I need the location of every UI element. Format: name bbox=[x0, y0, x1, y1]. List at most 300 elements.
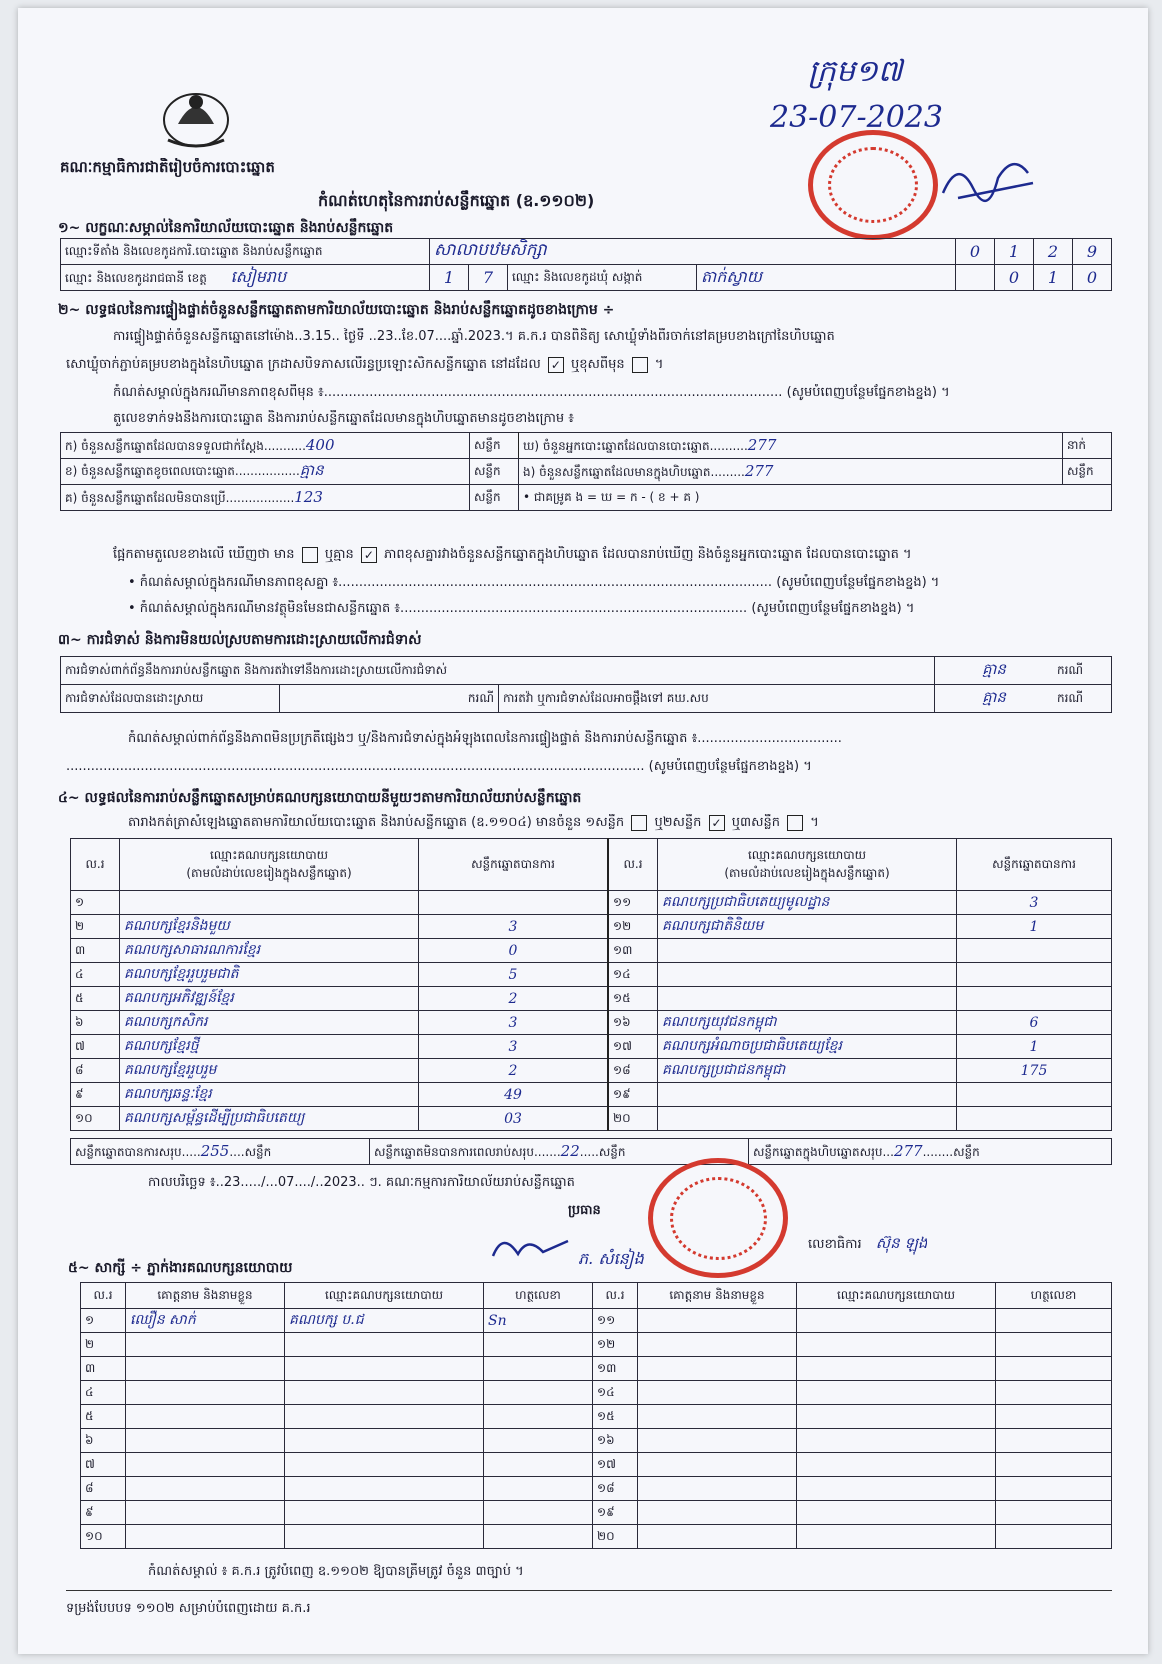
total-invalid-unit: សន្លឹក bbox=[598, 1144, 626, 1159]
witness-name bbox=[126, 1501, 285, 1525]
table-row bbox=[81, 1429, 1112, 1453]
result-party: គណបក្សជាតិនិយម bbox=[658, 915, 957, 939]
objection-value-1: គ្មាន bbox=[935, 657, 1054, 685]
col-party-left-title: ឈ្មោះគណបក្សនយោបាយ bbox=[209, 847, 329, 862]
w-col-party-left: ឈ្មោះគណបក្សនយោបាយ bbox=[285, 1283, 484, 1309]
result-no: ១៥ bbox=[608, 987, 658, 1011]
secretary-name: ស៊ុន ឡុង bbox=[875, 1234, 928, 1252]
commune-code-3: 0 bbox=[1073, 265, 1112, 291]
witness-sign bbox=[484, 1381, 593, 1405]
result-party bbox=[658, 987, 957, 1011]
objection-label-2: ការជំទាស់ដែលបានដោះស្រាយ bbox=[61, 685, 280, 713]
result-no: ៩ bbox=[71, 1083, 120, 1107]
result-no: ៧ bbox=[71, 1035, 120, 1059]
count-d-label: ឃ) ចំនួនអ្នកបោះឆ្នោតដែលបានបោះឆ្នោត.......... bbox=[523, 438, 748, 453]
result-party: គណបក្សសាធារណការខ្មែរ bbox=[120, 939, 419, 963]
result-votes bbox=[957, 963, 1112, 987]
table-row bbox=[71, 1035, 1112, 1059]
witness-name bbox=[638, 1381, 797, 1405]
result-votes: 49 bbox=[419, 1083, 609, 1107]
total-invalid-value: 22 bbox=[560, 1141, 580, 1160]
form-sheet bbox=[18, 8, 1148, 1654]
footer-text: ទម្រង់បែបបទ ១១០២ សម្រាប់បំពេញដោយ គ.ក.រ bbox=[66, 1601, 311, 1616]
result-no: ៣ bbox=[71, 939, 120, 963]
objection-case-3: ករណី bbox=[1053, 685, 1112, 713]
result-votes bbox=[957, 1107, 1112, 1131]
witness-party bbox=[797, 1333, 996, 1357]
witness-no: ១៦ bbox=[593, 1429, 638, 1453]
result-no: ១១ bbox=[608, 891, 658, 915]
count-b-label: ខ) ចំនួនសន្លឹកឆ្នោតខូចពេលបោះឆ្នោត................. bbox=[65, 463, 300, 478]
count-d-unit: នាក់ bbox=[1063, 433, 1112, 459]
witness-party bbox=[285, 1333, 484, 1357]
total-invalid-label: សន្លឹកឆ្នោតមិនបានការពេលរាប់សរុប....... bbox=[374, 1144, 561, 1159]
result-party bbox=[658, 939, 957, 963]
witness-no: ៦ bbox=[81, 1429, 126, 1453]
witness-sign bbox=[484, 1501, 593, 1525]
count-b-value: គ្មាន bbox=[299, 460, 324, 479]
witness-party bbox=[285, 1405, 484, 1429]
result-no: ១២ bbox=[608, 915, 658, 939]
no-diff-checkbox[interactable]: ✓ bbox=[361, 547, 377, 563]
table-row bbox=[81, 1477, 1112, 1501]
commune-label: ឈ្មោះ និងលេខកូដឃុំ សង្កាត់ bbox=[508, 265, 697, 291]
result-votes bbox=[419, 891, 609, 915]
result-no: ១៧ bbox=[608, 1035, 658, 1059]
result-party: គណបក្សឆន្ទៈខ្មែរ bbox=[120, 1083, 419, 1107]
result-no: ៥ bbox=[71, 987, 120, 1011]
commission-name: គណៈកម្មាធិការជាតិរៀបចំការបោះឆ្នោត bbox=[60, 158, 275, 176]
section2-para5-end: ភាពខុសគ្នារវាងចំនួនសន្លឹកឆ្នោតក្នុងហិបឆ្នោត ដែលបានរាប់ឃើញ និងចំនួនអ្នកបោះឆ្នោត ដែលបានបោះឆ្នោត ។ bbox=[384, 547, 912, 562]
result-no: ៦ bbox=[71, 1011, 120, 1035]
witness-name bbox=[638, 1429, 797, 1453]
w-col-no-left: ល.រ bbox=[81, 1283, 126, 1309]
count-e-unit: សន្លឹក bbox=[1063, 459, 1112, 485]
table-row bbox=[81, 1381, 1112, 1405]
witness-party bbox=[797, 1357, 996, 1381]
witness-party bbox=[797, 1525, 996, 1549]
table-row bbox=[71, 891, 1112, 915]
witness-sign bbox=[996, 1477, 1112, 1501]
section1-table bbox=[60, 238, 1112, 291]
section4-subtitle: តារាងកត់ត្រាសំឡេងឆ្នោតតាមការិយាល័យបោះឆ្នោត និងរាប់សន្លឹកឆ្នោត (ឧ.១១០៤) មានចំនួន ១សន្លឹក bbox=[128, 815, 625, 830]
section5-title: ៥~ សាក្សី ÷ ភ្នាក់ងារគណបក្សនយោបាយ bbox=[68, 1260, 293, 1276]
total-valid-cell: សន្លឹកឆ្នោតបានការសរុប.....255....សន្លឹក bbox=[71, 1139, 370, 1165]
objection-case-2 bbox=[280, 685, 499, 713]
witness-name bbox=[638, 1357, 797, 1381]
section2-para4: តួលេខទាក់ទងនឹងការបោះឆ្នោត និងការរាប់សន្លឹកឆ្នោតដែលមានក្នុងហិបឆ្នោតមានដូចខាងក្រោម ៖ bbox=[113, 411, 574, 426]
total-invalid-cell: សន្លឹកឆ្នោតមិនបានការពេលរាប់សរុប.......22.....សន្លឹក bbox=[370, 1139, 749, 1165]
handwritten-date: 23-07-2023 bbox=[770, 100, 943, 135]
witness-party bbox=[797, 1381, 996, 1405]
province-label bbox=[61, 265, 430, 291]
result-party: គណបក្សខ្មែររួបរួមជាតិ bbox=[120, 963, 419, 987]
result-party bbox=[658, 963, 957, 987]
total-valid-value: 255 bbox=[200, 1141, 230, 1160]
result-party: គណបក្សប្រជាជនកម្ពុជា bbox=[658, 1059, 957, 1083]
section2-note1: • កំណត់សម្គាល់ក្នុងករណីមានភាពខុសគ្នា ៖......................................................................................................... bbox=[128, 575, 773, 590]
w-col-name-right: គោត្តនាម និងនាមខ្លួន bbox=[638, 1283, 797, 1309]
witness-name bbox=[638, 1525, 797, 1549]
witness-party bbox=[797, 1477, 996, 1501]
witness-sign bbox=[996, 1429, 1112, 1453]
count-c-label: គ) ចំនួនសន្លឹកឆ្នោតដែលមិនបានប្រើ.................. bbox=[65, 490, 295, 505]
table-row bbox=[71, 915, 1112, 939]
result-no: ២០ bbox=[608, 1107, 658, 1131]
witness-party: គណបក្ស ប.ជ bbox=[285, 1309, 484, 1333]
section2-para2-end: ឬខុសពីមុន bbox=[570, 357, 625, 372]
witness-party bbox=[285, 1381, 484, 1405]
witness-name bbox=[126, 1453, 285, 1477]
count-c-unit: សន្លឹក bbox=[470, 485, 519, 511]
result-votes: 1 bbox=[957, 915, 1112, 939]
sheet3-checkbox[interactable] bbox=[787, 815, 803, 831]
witness-sign bbox=[996, 1501, 1112, 1525]
witness-party bbox=[285, 1357, 484, 1381]
result-votes: 3 bbox=[419, 1011, 609, 1035]
result-party: គណបក្សប្រជាធិបតេយ្យមូលដ្ឋាន bbox=[658, 891, 957, 915]
table-row bbox=[81, 1405, 1112, 1429]
witness-body bbox=[81, 1309, 1112, 1549]
witness-party bbox=[797, 1405, 996, 1429]
station-label: ឈ្មោះទីតាំង និងលេខកូដការិ.បោះឆ្នោត និងរាប់សន្លឹកឆ្នោត bbox=[61, 239, 430, 265]
col-party-left-sub: (តាមលំដាប់លេខរៀងក្នុងសន្លឹកឆ្នោត) bbox=[186, 865, 352, 880]
province-code-1: 1 bbox=[430, 265, 469, 291]
station-name: សាលាបឋមសិក្សា bbox=[430, 239, 956, 265]
section4-title: ៤~ លទ្ធផលនៃការរាប់សន្លឹកឆ្នោតសម្រាប់គណបក្សនយោបាយនីមួយៗតាមការិយាល័យរាប់សន្លឹកឆ្នោត bbox=[58, 790, 582, 806]
count-a-label: ក) ចំនួនសន្លឹកឆ្នោតដែលបានទទួលជាក់ស្តែង........... bbox=[65, 438, 306, 453]
province-code-2: 7 bbox=[469, 265, 508, 291]
w-col-sign-left: ហត្ថលេខា bbox=[484, 1283, 593, 1309]
witness-party bbox=[285, 1525, 484, 1549]
chair-signature bbox=[488, 1226, 578, 1266]
result-votes bbox=[957, 939, 1112, 963]
result-votes: 1 bbox=[957, 1035, 1112, 1059]
witness-table bbox=[80, 1282, 1112, 1549]
result-party: គណបក្សកសិករ bbox=[120, 1011, 419, 1035]
witness-name bbox=[126, 1333, 285, 1357]
section2-title: ២~ លទ្ធផលនៃការផ្ទៀងផ្ទាត់ចំនួនសន្លឹកឆ្នោតតាមការិយាល័យបោះឆ្នោត និងរាប់សន្លឹកឆ្នោតដូចខាងក្រោម ÷ bbox=[58, 302, 615, 318]
table-row bbox=[81, 1453, 1112, 1477]
province-name: សៀមរាប bbox=[230, 266, 287, 286]
witness-sign bbox=[484, 1477, 593, 1501]
count-c-cell bbox=[61, 485, 470, 511]
witness-name bbox=[126, 1405, 285, 1429]
w-col-sign-right: ហត្ថលេខា bbox=[996, 1283, 1112, 1309]
result-no: ១៩ bbox=[608, 1083, 658, 1107]
count-b-unit: សន្លឹក bbox=[470, 459, 519, 485]
witness-name bbox=[638, 1477, 797, 1501]
section2-para5-line bbox=[113, 546, 1113, 565]
objections-table bbox=[60, 656, 1112, 713]
has-diff-checkbox[interactable] bbox=[302, 547, 318, 563]
witness-sign: Sn bbox=[484, 1309, 593, 1333]
formula: • ជាគម្រូគ ង = ឃ = ក - ( ខ + គ ) bbox=[519, 485, 1112, 511]
witness-party bbox=[797, 1501, 996, 1525]
secretary-label: លេខាធិការ bbox=[808, 1237, 862, 1252]
chair-label: ប្រធាន bbox=[568, 1203, 601, 1218]
sheets3-label: ឬ៣សន្លឹក bbox=[731, 815, 780, 830]
chair-name: ភ. សំនៀង bbox=[578, 1249, 644, 1268]
col-no-right: ល.រ bbox=[608, 839, 658, 891]
witness-sign bbox=[996, 1357, 1112, 1381]
result-no: ១៦ bbox=[608, 1011, 658, 1035]
witness-name bbox=[638, 1453, 797, 1477]
result-no: ៨ bbox=[71, 1059, 120, 1083]
signature-top bbox=[938, 148, 1038, 208]
witness-sign bbox=[484, 1453, 593, 1477]
result-party bbox=[658, 1083, 957, 1107]
count-a-unit: សន្លឹក bbox=[470, 433, 519, 459]
count-d-value: 277 bbox=[747, 435, 777, 454]
section2-para2: សោឃ្លុំចាក់ភ្ជាប់គម្របខាងក្នុងនៃហិបឆ្នោត ក្រដាសបិទភាសលើរន្ធប្រឡោះសិកសន្លឹកឆ្នោត នៅដដែល bbox=[66, 357, 541, 372]
col-party-right bbox=[658, 839, 957, 891]
section2-para2-line: សោឃ្លុំចាក់ភ្ជាប់គម្របខាងក្នុងនៃហិបឆ្នោត ក្រដាសបិទភាសលើរន្ធប្រឡោះសិកសន្លឹកឆ្នោត នៅដដែល ✓ ឬខុសពីមុន ។ bbox=[66, 357, 664, 372]
w-col-no-right: ល.រ bbox=[593, 1283, 638, 1309]
table-row bbox=[71, 987, 1112, 1011]
fill-hint-4: (សូមបំពេញបន្ថែមផ្នែកខាងខ្នង) ។ bbox=[648, 759, 812, 774]
section2-para5: ផ្អែកតាមតួលេខខាងលើ ឃើញថា មាន bbox=[113, 547, 295, 562]
station-code-1: 0 bbox=[956, 239, 995, 265]
section3-note-cont-line bbox=[66, 758, 1112, 777]
same-checkbox[interactable]: ✓ bbox=[548, 357, 564, 373]
commune-code-2: 1 bbox=[1034, 265, 1073, 291]
result-party bbox=[658, 1107, 957, 1131]
result-votes: 175 bbox=[957, 1059, 1112, 1083]
fill-hint-3: (សូមបំពេញបន្ថែមផ្នែកខាងខ្នង) ។ bbox=[751, 601, 915, 616]
count-e-label: ង) ចំនួនសន្លឹកឆ្នោតដែលមានក្នុងហិបឆ្នោត......... bbox=[523, 464, 745, 479]
table-row bbox=[71, 939, 1112, 963]
witness-name bbox=[126, 1381, 285, 1405]
witness-sign bbox=[996, 1453, 1112, 1477]
diff-checkbox[interactable] bbox=[632, 357, 648, 373]
table-row bbox=[81, 1333, 1112, 1357]
national-emblem bbox=[158, 80, 234, 152]
section5-note: កំណត់សម្គាល់ ៖ គ.ក.រ ត្រូវបំពេញ ឧ.១១០២ ឱ្យបានត្រឹមត្រូវ ចំនួន ៣ច្បាប់ ។ bbox=[148, 1564, 524, 1579]
sheet1-checkbox[interactable] bbox=[631, 815, 647, 831]
result-votes: 3 bbox=[957, 891, 1112, 915]
w-col-name-left: គោត្តនាម និងនាមខ្លួន bbox=[126, 1283, 285, 1309]
result-no: ១ bbox=[71, 891, 120, 915]
fill-hint-1: (សូមបំពេញបន្ថែមផ្នែកខាងខ្នង) ។ bbox=[786, 385, 950, 400]
date-line: កាលបរិច្ឆេទ ៖..23...../...07..../..2023.. ៗ. គណៈកម្មការការិយាល័យរាប់សន្លឹកឆ្នោត bbox=[148, 1175, 575, 1190]
count-a-value: 400 bbox=[305, 435, 335, 454]
official-stamp-bottom bbox=[648, 1158, 788, 1278]
section3-note-cont: ............................................................................................................................................ bbox=[66, 759, 645, 774]
table-row bbox=[71, 1107, 1112, 1131]
result-no: ២ bbox=[71, 915, 120, 939]
witness-sign bbox=[484, 1357, 593, 1381]
results-table bbox=[70, 838, 1112, 1131]
result-no: ១៤ bbox=[608, 963, 658, 987]
total-box-label: សន្លឹកឆ្នោតក្នុងហិបឆ្នោតសរុប... bbox=[753, 1144, 894, 1159]
commune-code-1: 0 bbox=[995, 265, 1034, 291]
witness-party bbox=[285, 1501, 484, 1525]
count-d-cell bbox=[519, 433, 1063, 459]
witness-no: ១ bbox=[81, 1309, 126, 1333]
secretary-line bbox=[808, 1234, 927, 1256]
table-row bbox=[71, 1011, 1112, 1035]
count-c-value: 123 bbox=[294, 487, 323, 506]
w-col-party-right: ឈ្មោះគណបក្សនយោបាយ bbox=[797, 1283, 996, 1309]
result-votes: 0 bbox=[419, 939, 609, 963]
result-no: ១៨ bbox=[608, 1059, 658, 1083]
result-party: គណបក្សខ្មែរថ្មី bbox=[120, 1035, 419, 1059]
result-votes: 3 bbox=[419, 1035, 609, 1059]
witness-name bbox=[638, 1501, 797, 1525]
result-party: គណបក្សអភិវឌ្ឍន៍ខ្មែរ bbox=[120, 987, 419, 1011]
result-no: ១៣ bbox=[608, 939, 658, 963]
witness-sign bbox=[996, 1333, 1112, 1357]
result-no: ៤ bbox=[71, 963, 120, 987]
province-label-text: ឈ្មោះ និងលេខកូដរាជធានី ខេត្ត bbox=[65, 270, 207, 285]
result-party: គណបក្សខ្មែរនិងមួយ bbox=[120, 915, 419, 939]
result-votes: 5 bbox=[419, 963, 609, 987]
result-party: គណបក្សអំណាចប្រជាធិបតេយ្យខ្មែរ bbox=[658, 1035, 957, 1059]
witness-no: ១៧ bbox=[593, 1453, 638, 1477]
col-party-right-sub: (តាមលំដាប់លេខរៀងក្នុងសន្លឹកឆ្នោត) bbox=[724, 865, 890, 880]
section2-note2: • កំណត់សម្គាល់ក្នុងករណីមានវត្ថុមិនមែនជាសន្លឹកឆ្នោត ៖.................................................................................... bbox=[128, 601, 748, 616]
witness-no: ៧ bbox=[81, 1453, 126, 1477]
witness-party bbox=[797, 1309, 996, 1333]
total-box-cell: សន្លឹកឆ្នោតក្នុងហិបឆ្នោតសរុប...277........សន្លឹក bbox=[749, 1139, 1112, 1165]
station-code-4: 9 bbox=[1073, 239, 1112, 265]
form-title: កំណត់ហេតុនៃការរាប់សន្លឹកឆ្នោត (ឧ.១១០២) bbox=[318, 191, 595, 210]
witness-name bbox=[638, 1333, 797, 1357]
witness-no: ១១ bbox=[593, 1309, 638, 1333]
result-votes: 03 bbox=[419, 1107, 609, 1131]
count-b-cell bbox=[61, 459, 470, 485]
official-stamp-top bbox=[808, 130, 938, 240]
witness-sign bbox=[996, 1405, 1112, 1429]
witness-sign bbox=[996, 1309, 1112, 1333]
section4-subtitle-line: តារាងកត់ត្រាសំឡេងឆ្នោតតាមការិយាល័យបោះឆ្នោត និងរាប់សន្លឹកឆ្នោត (ឧ.១១០៤) មានចំនួន ១សន្លឹក ឬ២សន្លឹក ✓ ឬ៣សន្លឹក ។ bbox=[128, 815, 819, 830]
witness-party bbox=[285, 1477, 484, 1501]
table-row bbox=[81, 1309, 1112, 1333]
col-no-left: ល.រ bbox=[71, 839, 120, 891]
result-party: គណបក្សយុវជនកម្ពុជា bbox=[658, 1011, 957, 1035]
section2-para3-line bbox=[113, 384, 1113, 403]
objection-case-1: ករណី bbox=[1053, 657, 1112, 685]
result-votes: 2 bbox=[419, 987, 609, 1011]
result-votes: 2 bbox=[419, 1059, 609, 1083]
sheet2-checkbox[interactable]: ✓ bbox=[709, 815, 725, 831]
objection-case-2-text: ករណី bbox=[467, 690, 494, 705]
witness-no: ៩ bbox=[81, 1501, 126, 1525]
witness-no: ១២ bbox=[593, 1333, 638, 1357]
witness-name bbox=[126, 1429, 285, 1453]
table-row bbox=[81, 1357, 1112, 1381]
witness-no: ១៩ bbox=[593, 1501, 638, 1525]
witness-name bbox=[638, 1405, 797, 1429]
witness-sign bbox=[484, 1333, 593, 1357]
results-body bbox=[71, 891, 1112, 1131]
section3-title: ៣~ ការជំទាស់ និងការមិនយល់ស្របតាមការដោះស្រាយលើការជំទាស់ bbox=[58, 632, 422, 648]
witness-party bbox=[797, 1429, 996, 1453]
witness-no: ១៥ bbox=[593, 1405, 638, 1429]
result-votes: 6 bbox=[957, 1011, 1112, 1035]
witness-no: ១៤ bbox=[593, 1381, 638, 1405]
witness-sign bbox=[484, 1429, 593, 1453]
witness-name bbox=[126, 1477, 285, 1501]
col-votes-right: សន្លឹកឆ្នោតបានការ bbox=[957, 839, 1112, 891]
section2-para1: ការផ្ទៀងផ្ទាត់ចំនួនសន្លឹកឆ្នោតនៅម៉ោង..3.15.. ថ្ងៃទី ..23..ខែ.07....ឆ្នាំ.2023.។ គ.ក.រ បានពិនិត្យ សោឃ្លុំទាំងពីរចាក់នៅគម្របខាងក្រៅនៃហិបឆ្នោត bbox=[113, 329, 835, 344]
total-box-unit: សន្លឹក bbox=[953, 1144, 980, 1159]
witness-party bbox=[797, 1453, 996, 1477]
station-code-3: 2 bbox=[1034, 239, 1073, 265]
section2-para5-mid: ឬគ្មាន bbox=[324, 547, 354, 562]
table-row bbox=[71, 1059, 1112, 1083]
result-party: គណបក្សខ្មែររួបរួម bbox=[120, 1059, 419, 1083]
section2-para3: កំណត់សម្គាល់ក្នុងករណីមានភាពខុសពីមុន ៖............................................................................................................... bbox=[113, 385, 783, 400]
witness-no: ១៣ bbox=[593, 1357, 638, 1381]
table-row bbox=[81, 1501, 1112, 1525]
count-e-value: 277 bbox=[744, 461, 774, 480]
result-no: ១០ bbox=[71, 1107, 120, 1131]
witness-no: ២ bbox=[81, 1333, 126, 1357]
witness-no: ៥ bbox=[81, 1405, 126, 1429]
col-party-left bbox=[120, 839, 419, 891]
objection-value-3: គ្មាន bbox=[935, 685, 1054, 713]
result-party: គណបក្សសម្ព័ន្ធដើម្បីប្រជាធិបតេយ្យ bbox=[120, 1107, 419, 1131]
witness-party bbox=[285, 1429, 484, 1453]
handwritten-ref: ក្រុម១៧ bbox=[808, 54, 903, 89]
witness-party bbox=[285, 1453, 484, 1477]
objection-label-1: ការជំទាស់ពាក់ព័ន្ធនឹងការរាប់សន្លឹកឆ្នោត និងការតវ៉ាទៅនឹងការដោះស្រាយលើការជំទាស់ bbox=[61, 657, 935, 685]
total-valid-unit: សន្លឹក bbox=[244, 1144, 272, 1159]
witness-no: ១០ bbox=[81, 1525, 126, 1549]
witness-no: ១៨ bbox=[593, 1477, 638, 1501]
witness-sign bbox=[996, 1525, 1112, 1549]
totals-table bbox=[70, 1138, 1112, 1165]
col-party-right-title: ឈ្មោះគណបក្សនយោបាយ bbox=[747, 847, 867, 862]
total-valid-label: សន្លឹកឆ្នោតបានការសរុប..... bbox=[75, 1144, 201, 1159]
station-code-2: 1 bbox=[995, 239, 1034, 265]
total-box-value: 277 bbox=[893, 1141, 923, 1160]
count-a-cell bbox=[61, 433, 470, 459]
witness-no: ៨ bbox=[81, 1477, 126, 1501]
witness-name bbox=[638, 1309, 797, 1333]
table-row bbox=[71, 963, 1112, 987]
witness-sign bbox=[484, 1405, 593, 1429]
section1-title: ១~ លក្ខណៈសម្គាល់នៃការិយាល័យបោះឆ្នោត និងរាប់សន្លឹកឆ្នោត bbox=[58, 220, 394, 236]
objection-label-3: ការតវ៉ា ឬការជំទាស់ដែលអាចផ្ដឹងទៅ គឃ.សប bbox=[499, 685, 935, 713]
witness-name bbox=[126, 1357, 285, 1381]
table-row bbox=[81, 1525, 1112, 1549]
counts-table bbox=[60, 432, 1112, 511]
table-row bbox=[71, 1083, 1112, 1107]
witness-sign bbox=[484, 1525, 593, 1549]
result-votes: 3 bbox=[419, 915, 609, 939]
fill-hint-2: (សូមបំពេញបន្ថែមផ្នែកខាងខ្នង) ។ bbox=[776, 575, 940, 590]
result-votes bbox=[957, 987, 1112, 1011]
witness-no: ២០ bbox=[593, 1525, 638, 1549]
witness-no: ៤ bbox=[81, 1381, 126, 1405]
witness-name bbox=[126, 1525, 285, 1549]
witness-no: ៣ bbox=[81, 1357, 126, 1381]
section3-note: កំណត់សម្គាល់ពាក់ព័ន្ធនឹងភាពមិនប្រក្រតីផ្សេងៗ ឬ/និងការជំទាស់ក្នុងអំឡុងពេលនៃការផ្ទៀងផ្ទាត់ និងការរាប់សន្លឹកឆ្នោត ៖................................... bbox=[128, 731, 842, 746]
section2-note1-line bbox=[128, 574, 1113, 593]
commune-name: តាក់ស្វាយ bbox=[697, 265, 956, 291]
result-party bbox=[120, 891, 419, 915]
count-e-cell bbox=[519, 459, 1063, 485]
col-votes-left: សន្លឹកឆ្នោតបានការ bbox=[419, 839, 609, 891]
witness-sign bbox=[996, 1381, 1112, 1405]
sheets2-label: ឬ២សន្លឹក bbox=[654, 815, 702, 830]
commune-code-blank bbox=[956, 265, 995, 291]
section2-note2-line bbox=[128, 600, 1113, 619]
result-votes bbox=[957, 1083, 1112, 1107]
